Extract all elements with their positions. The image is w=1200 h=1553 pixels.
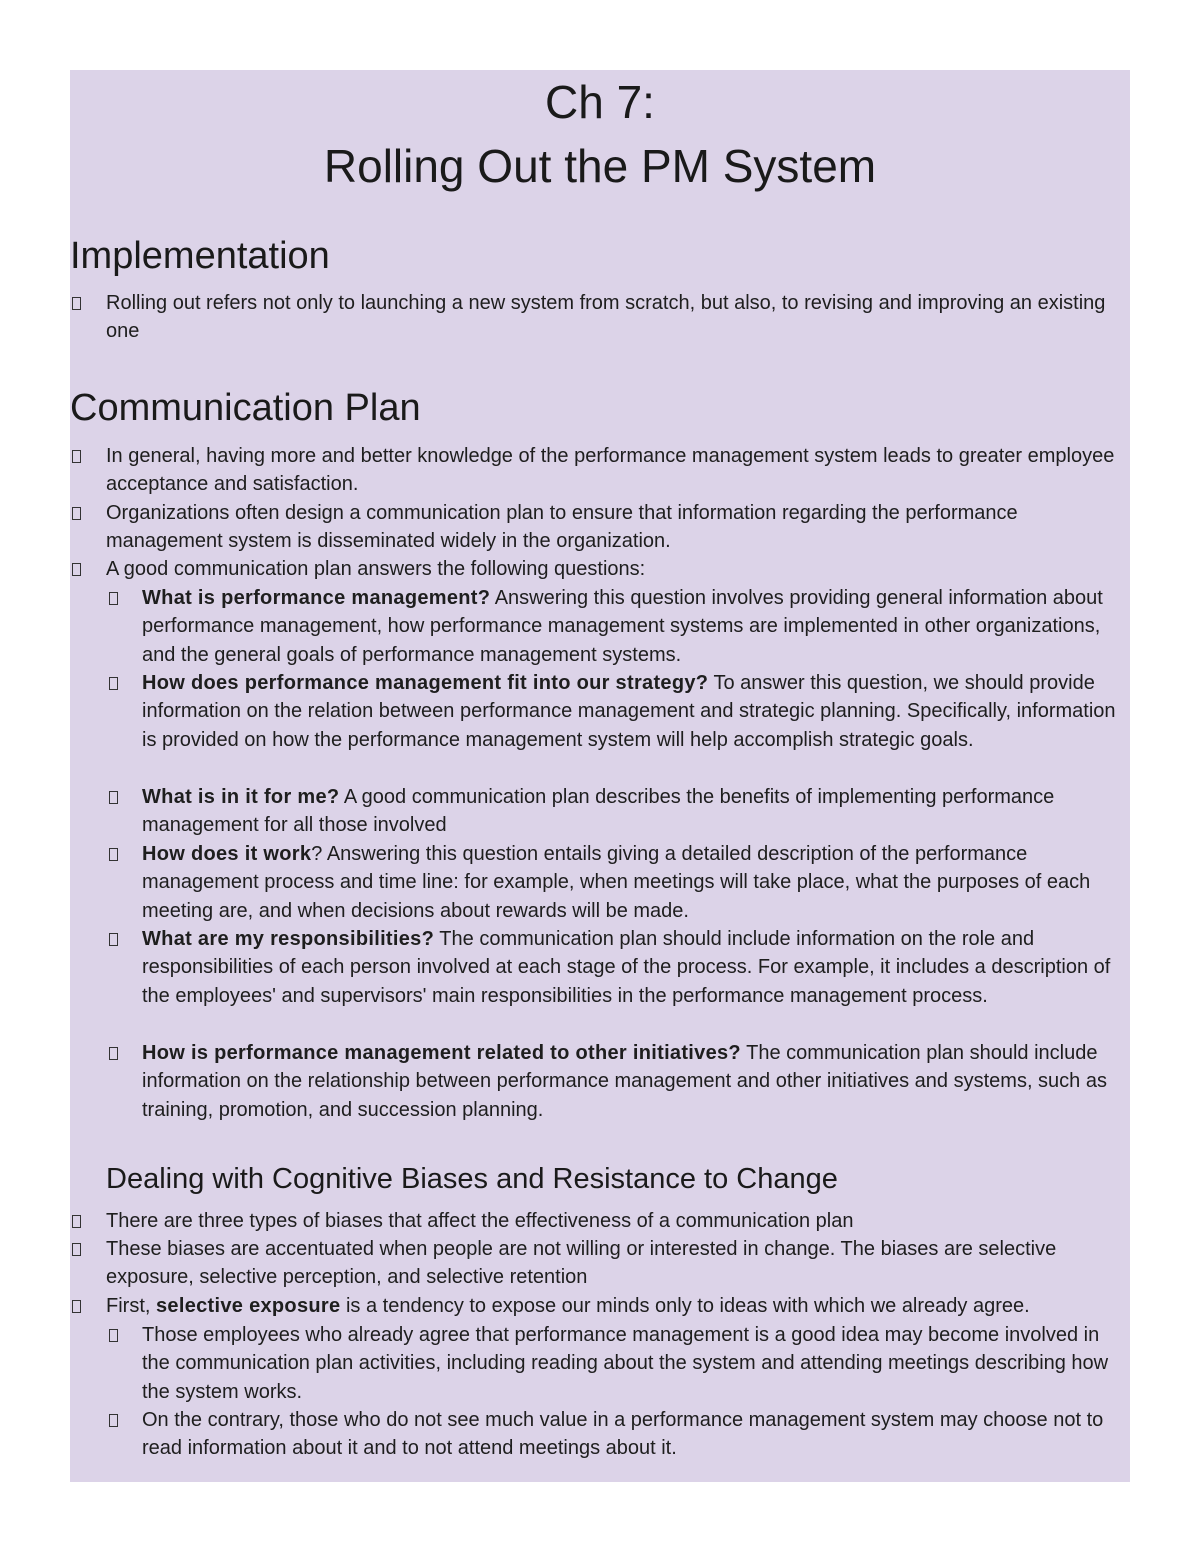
question-term: What are my responsibilities?	[142, 928, 435, 950]
heading-implementation: Implementation	[70, 235, 330, 277]
bullet-icon	[72, 450, 81, 463]
list-item: Rolling out refers not only to launching a new system from scratch, but also, to revising and improving an existing one	[106, 292, 1106, 343]
bullet-icon	[72, 297, 81, 310]
list-item	[106, 1292, 1126, 1320]
bullet-icon	[72, 1243, 81, 1256]
sub-bullet-icon	[109, 933, 118, 946]
question-answer: The communication plan should include information on the relationship between performance management and other initiatives and systems, such as training, promotion, and succession planning.	[142, 1042, 1107, 1121]
page-title-chapter: Ch 7:	[545, 76, 655, 128]
bullet-icon	[72, 1300, 81, 1313]
heading-cognitive-biases: Dealing with Cognitive Biases and Resistance to Change	[106, 1163, 838, 1195]
first-prefix: First,	[106, 1295, 156, 1317]
sub-bullet-icon	[109, 848, 118, 861]
question-term: How does it work	[142, 843, 312, 865]
bullet-icon	[72, 1215, 81, 1228]
question-item	[142, 783, 1132, 840]
selective-exposure-term: selective exposure	[156, 1295, 341, 1317]
question-item	[142, 669, 1132, 754]
question-answer: Answering this question involves providing general information about performance management, how performance management systems are implemented in other organizations, and the general goals of performance management systems.	[142, 587, 1103, 666]
sub-list-item: Those employees who already agree that performance management is a good idea may become involved in the communication plan activities, including reading about the system and attending meetings describing how the system works.	[142, 1324, 1109, 1403]
question-answer: A good communication plan describes the benefits of implementing performance management for all those involved	[142, 786, 1055, 837]
page-title: Rolling Out the PM System	[323, 140, 877, 192]
bullet-icon	[72, 563, 81, 576]
sub-bullet-icon	[109, 1414, 118, 1427]
question-answer: The communication plan should include information on the role and responsibilities of each person involved at each stage of the process. For example, it includes a description of the employees' and supervisors' main responsibilities in the performance management process.	[142, 928, 1111, 1007]
question-term: How is performance management related to other initiatives?	[142, 1042, 741, 1064]
list-item: In general, having more and better knowledge of the performance management system leads to greater employee acceptance and satisfaction.	[106, 445, 1115, 496]
question-term: What is performance management?	[142, 587, 491, 609]
sub-bullet-icon	[109, 592, 118, 605]
list-item: A good communication plan answers the following questions:	[106, 558, 646, 580]
question-item	[142, 925, 1132, 1010]
sub-bullet-icon	[109, 791, 118, 804]
question-term: What is in it for me?	[142, 786, 340, 808]
sub-bullet-icon	[109, 677, 118, 690]
question-term: How does performance management fit into our strategy?	[142, 672, 709, 694]
sub-bullet-icon	[109, 1329, 118, 1342]
question-item	[142, 584, 1132, 669]
bullet-icon	[72, 507, 81, 520]
question-item	[142, 1039, 1132, 1124]
question-answer: ? Answering this question entails giving a detailed description of the performance management process and time line: for example, when meetings will take place, what the purposes of each meeting are, and when decisions about rewards will be made.	[142, 843, 1091, 922]
question-item	[142, 840, 1132, 925]
list-item: These biases are accentuated when people are not willing or interested in change. The biases are selective exposure, selective perception, and selective retention	[106, 1238, 1057, 1289]
sub-list-item: On the contrary, those who do not see much value in a performance management system may choose not to read information about it and to not attend meetings about it.	[142, 1409, 1104, 1460]
first-suffix: is a tendency to expose our minds only to ideas with which we already agree.	[340, 1295, 1030, 1317]
heading-communication-plan: Communication Plan	[70, 387, 421, 429]
list-item: There are three types of biases that affect the effectiveness of a communication plan	[106, 1210, 854, 1232]
list-item: Organizations often design a communication plan to ensure that information regarding the performance management system is disseminated widely in the organization.	[106, 502, 1018, 553]
sub-bullet-icon	[109, 1047, 118, 1060]
question-answer: To answer this question, we should provide information on the relation between performance management and strategic planning. Specifically, information is provided on how the performance management system will help accomplish strategic goals.	[142, 672, 1116, 751]
